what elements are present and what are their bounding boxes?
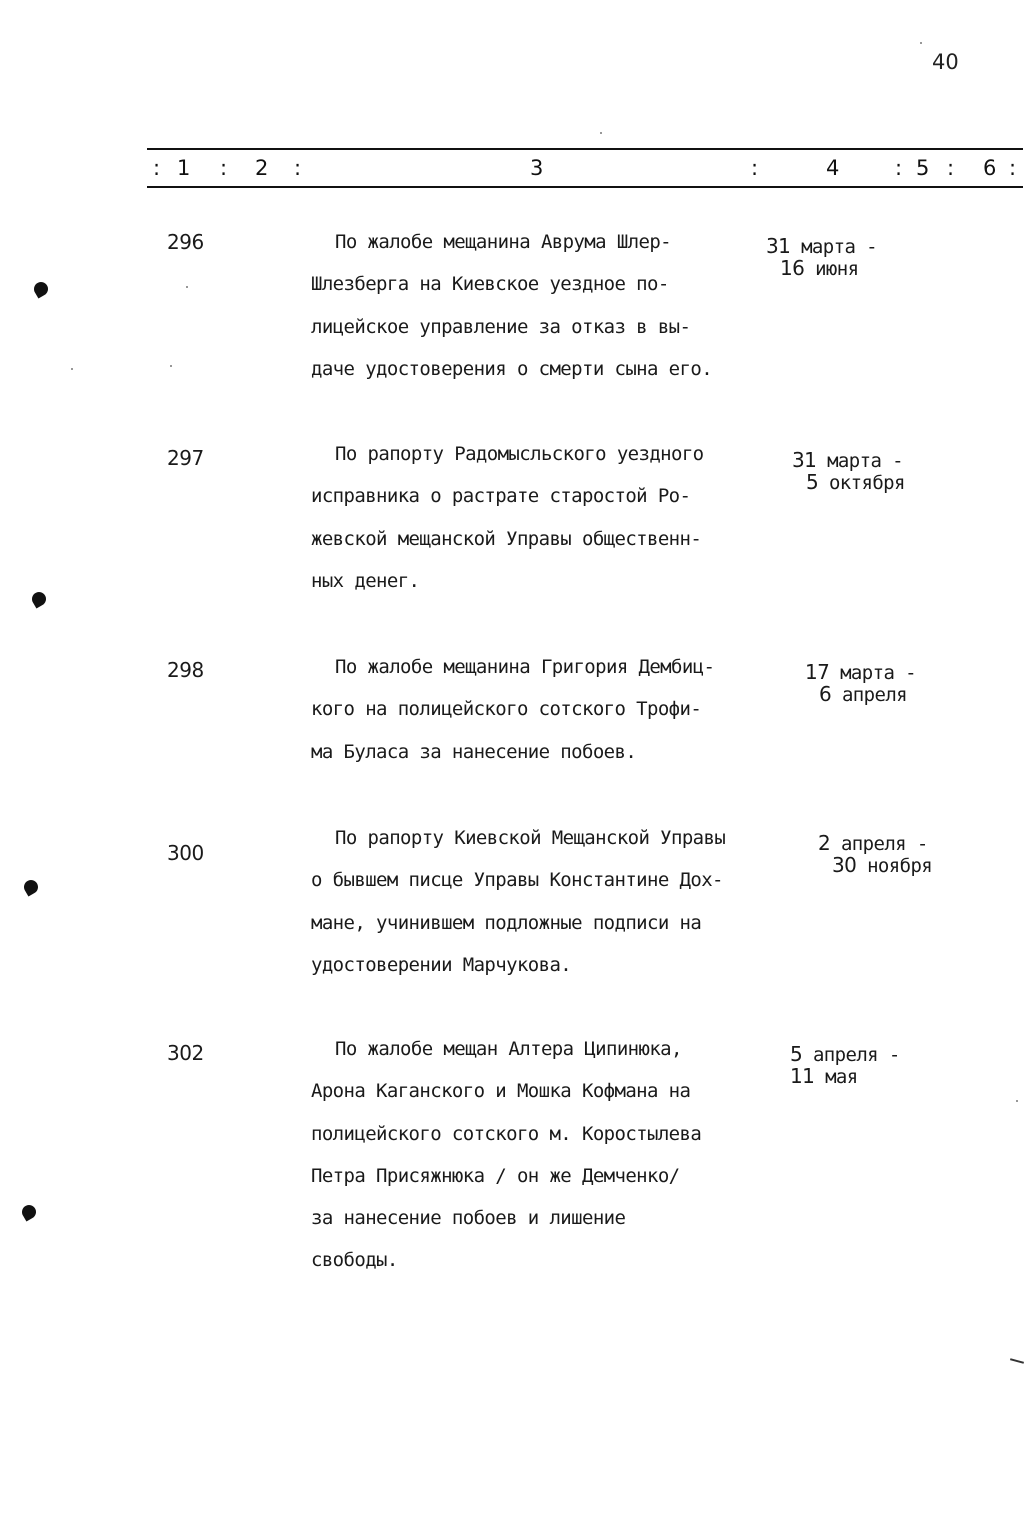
description-line: о бывшем писце Управы Константине Дох- [311,869,723,892]
entry-description [311,646,791,773]
date-end-day: 11 [790,1064,815,1088]
date-start-month: марта - [840,662,916,684]
header-top-rule [147,148,1023,150]
entry-date-range [790,1044,900,1088]
scan-speck [71,368,73,370]
date-end-month: мая [825,1066,858,1088]
description-line: ных денег. [311,569,420,592]
margin-punch-mark [19,1202,38,1221]
description-line: По рапорту Киевской Мещанской Управы [335,827,726,849]
scan-speck [1016,1100,1018,1102]
entry-date-range [818,833,932,877]
entry-description [311,221,791,390]
description-line: По рапорту Радомысльского уездного [335,443,704,465]
date-start-month: марта - [827,450,903,472]
entry-description [311,817,791,986]
scan-speck [920,42,922,44]
date-end-month: апреля [841,684,908,706]
date-end-day: 5 [806,470,819,494]
description-line: По жалобе мещанина Аврума Шлер- [335,231,672,253]
margin-punch-mark [21,877,40,896]
description-line: исправника о растрате старостой Ро- [311,485,691,508]
description-line: По жалобе мещанина Григория Дембиц- [335,656,715,678]
margin-punch-mark [29,589,48,608]
scan-mark [1010,1358,1024,1364]
description-line: По жалобе мещан Алтера Ципинюка, [335,1038,682,1060]
header-col-6: 6 [983,156,997,180]
header-col-1: 1 [177,156,191,180]
entry-number: 298 [167,658,204,682]
date-start-day: 31 [766,234,791,258]
description-line: мане, учинившем подложные подписи на [311,911,702,934]
description-line: Арона Каганского и Мошка Кофмана на [311,1080,691,1103]
entry-date-range [766,236,877,280]
description-line: даче удостоверения о смерти сына его. [311,357,713,380]
header-separator: : [751,156,759,180]
scan-speck [186,286,188,288]
header-col-5: 5 [916,156,930,180]
date-start-month: марта - [801,236,877,258]
entry-number: 302 [167,1041,204,1065]
entry-description [311,433,791,602]
scan-speck [600,132,602,134]
scan-speck [170,365,172,367]
date-start-day: 31 [792,448,817,472]
page-number: 40 [932,50,959,74]
description-line: лицейское управление за отказ в вы- [311,315,691,338]
entry-date-range [792,450,905,494]
date-start-day: 17 [805,660,830,684]
description-line: за нанесение побоев и лишение [311,1207,626,1230]
date-start-day: 5 [790,1042,803,1066]
header-col-2: 2 [255,156,269,180]
date-start-month: апреля - [812,1044,900,1066]
date-end-day: 16 [780,256,805,280]
header-separator: : [220,156,228,180]
description-line: удостоверении Марчукова. [311,953,572,976]
description-line: Шлезберга на Киевское уездное по- [311,273,669,296]
header-separator: : [294,156,302,180]
description-line: свободы. [311,1249,398,1272]
header-separator: : [947,156,955,180]
entry-description [311,1028,791,1282]
header-separator: : [1009,156,1017,180]
date-start-month: апреля - [840,833,928,855]
entry-number: 300 [167,841,204,865]
date-end-month: ноября [867,855,933,877]
date-end-month: октября [828,472,905,494]
description-line: ма Буласа за нанесение побоев. [311,740,637,763]
header-col-3: 3 [530,156,544,180]
description-line: кого на полицейского сотского Трофи- [311,698,702,721]
entry-number: 297 [167,446,204,470]
date-end-day: 6 [819,682,832,706]
date-start-day: 2 [818,831,831,855]
margin-punch-mark [31,279,50,298]
description-line: Петра Присяжнюка / он же Демченко/ [311,1164,680,1187]
description-line: полицейского сотского м. Коростылева [311,1122,702,1145]
header-col-4: 4 [826,156,840,180]
header-bottom-rule [147,186,1023,188]
header-separator: : [153,156,161,180]
date-end-day: 30 [832,853,857,877]
date-end-month: июня [815,258,859,280]
entry-number: 296 [167,230,204,254]
header-separator: : [895,156,903,180]
description-line: жевской мещанской Управы общественн- [311,527,702,550]
entry-date-range [805,662,916,706]
